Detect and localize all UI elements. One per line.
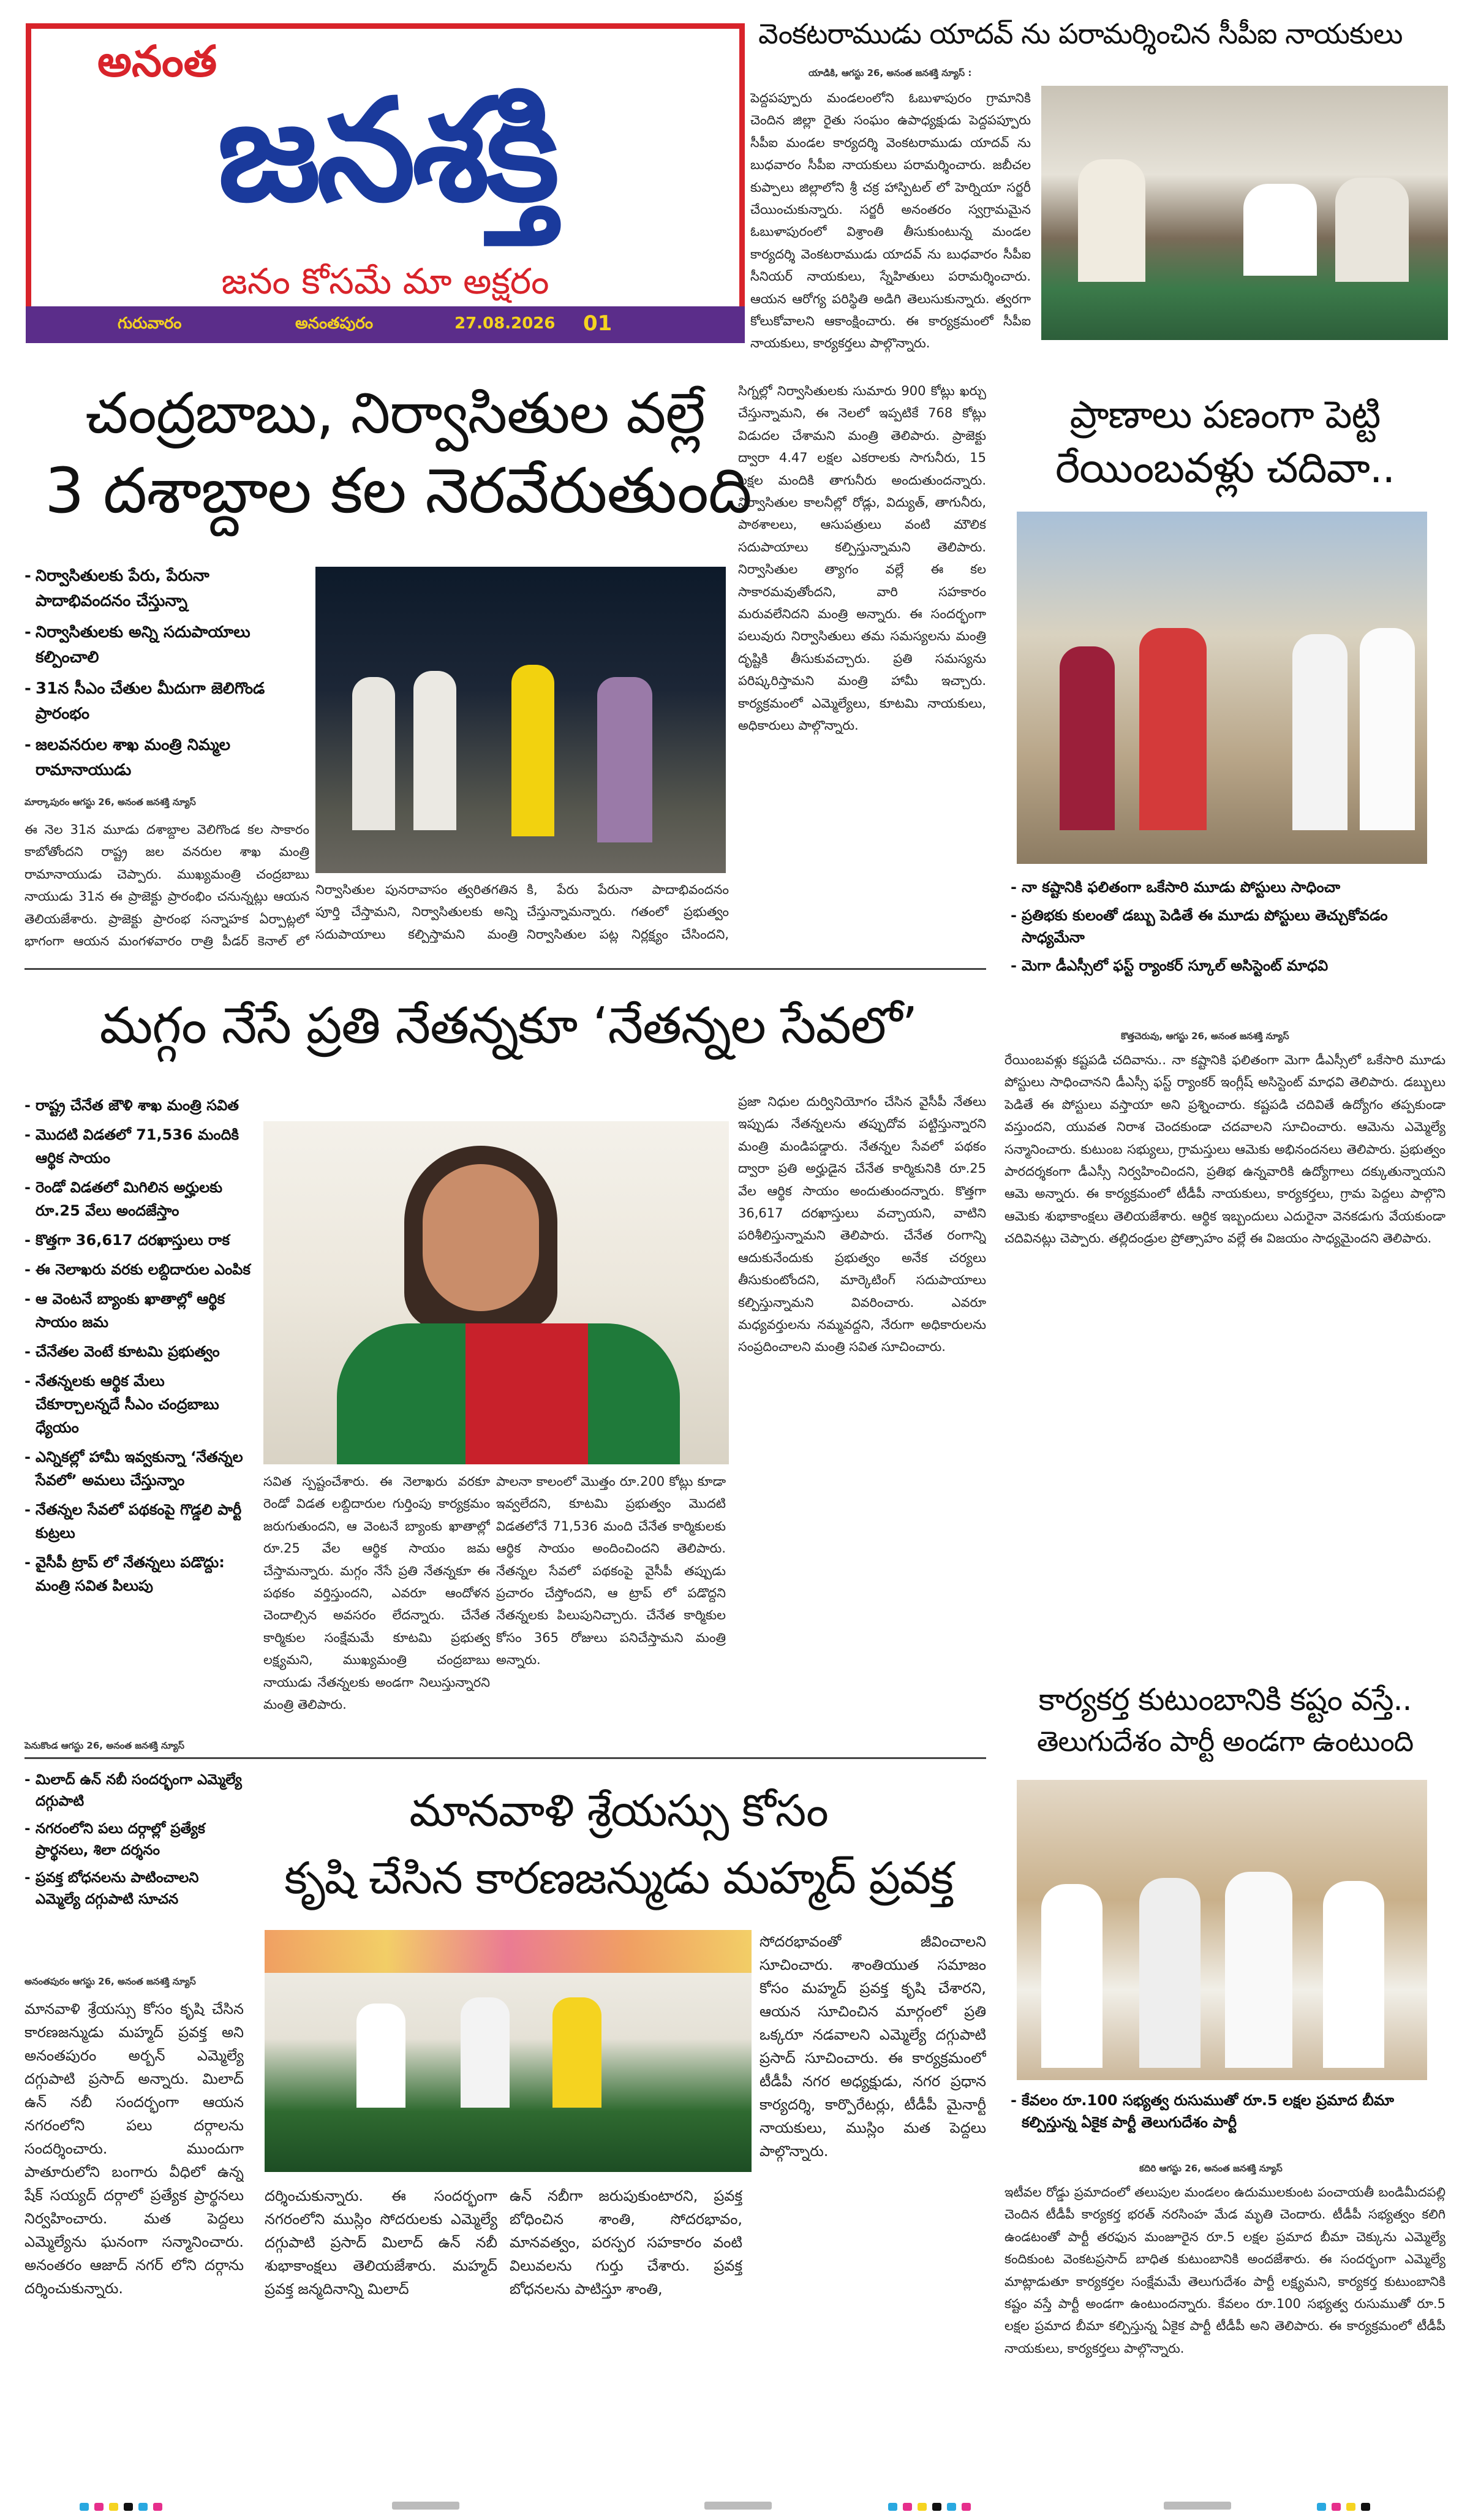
lead-headline-1: చంద్రబాబు, నిర్వాసితుల వల్లే: [85, 380, 705, 446]
right1-bullet: - మెగా డీఎస్సీలో ఫస్ట్ ర్యాంకర్ స్కూల్ అసిస్టెంట్ మాధవి: [1011, 955, 1439, 977]
right1-dateline: కొత్తచెరువు, ఆగస్టు 26, అనంత జనశక్తి న్యూస్: [1121, 1031, 1289, 1042]
top-story-body: పెద్దపప్పూరు మండలంలోని ఓబుళాపురం గ్రామానికి చెందిన జిల్లా రైతు సంఘం ఉపాధ్యక్షుడు పెద్దపప్పూరు సీపీఐ మండల కార్యదర్శి వెంకటరాముడు యాదవ్ ను బుధవారం సీపీఐ నాయకులు పరామర్శించారు. జబీచల కుప్పాలు జిల్లాలోని శ్రీ చక్ర హాస్పిటల్ లో హెర్నియా సర్జరీ చేయించుకున్నారు. సర్జరీ అనంతరం స్వగ్రామమైన ఓబుళాపురంలో విశ్రాంతి తీసుకుంటున్న మండల కార్యదర్శి వెంకటరాముడు యాదవ్ ను బుధవారం సీపీఐ సీనియర్ నాయకులు, స్నేహితులు పరామర్శించారు. ఆయన ఆరోగ్య పరిస్థితి అడిగి తెలుసుకున్నారు. త్వరగా కోలుకోవాలని ఆకాంక్షించారు. ఈ కార్యక్రమంలో సీపీఐ నాయకులు, కార్యకర్తలు పాల్గొన్నారు.: [750, 91, 1031, 351]
weavers-bullet: - ఈ నెలాఖరు వరకు లబ్దిదారుల ఎంపిక: [24, 1258, 251, 1281]
weavers-body-3: ప్రజా నిధుల దుర్వినియోగం చేసిన వైసీపీ నేతలు ఇప్పుడు నేతన్నలను తప్పుదోవ పట్టిస్తున్నారని మంత్రి మండిపడ్డారు. నేతన్నల సేవలో పథకం ద్వారా ప్రతి అర్హుడైన చేనేత కార్మికునికి రూ.25 వేల ఆర్థిక సాయం అందుతుందన్నారు. కొత్తగా 36,617 దరఖాస్తులు వచ్చాయని, వాటిని పరిశీలిస్తున్నామని తెలిపారు. చేనేత రంగాన్ని ఆదుకునేందుకు ప్రభుత్వం అనేక చర్యలు తీసుకుంటోందని, మార్కెటింగ్ సదుపాయాలు కల్పిస్తున్నామని వివరించారు. ఎవరూ మధ్యవర్తులను నమ్మవద్దని, నేరుగా అధికారులను సంప్రదించాలని మంత్రి సవిత సూచించారు.: [738, 1094, 986, 1355]
bottom-headline-2: కృషి చేసిన కారణజన్ముడు మహ్మద్ ప్రవక్త: [284, 1852, 953, 1904]
lead-body-2: నిర్వాసితుల పునరావాసం త్వరితగతిన పూర్తి చేస్తామని, నిర్వాసితులకు అన్ని సదుపాయాలు కల్పిస్తామని మంత్రి: [315, 882, 518, 942]
weavers-bullet: - కొత్తగా 36,617 దరఖాస్తులు రాక: [24, 1228, 251, 1252]
lead-dateline: మార్కాపురం ఆగస్టు 26, అనంత జనశక్తి న్యూస్: [24, 796, 196, 808]
weavers-bullet: - మొదటి విడతలో 71,536 మందికి ఆర్థిక సాయం: [24, 1123, 251, 1170]
registration-marks-mid: [888, 2502, 976, 2513]
right2-headline-2: తెలుగుదేశం పార్టీ అండగా ఉంటుంది: [1036, 1725, 1414, 1758]
bottom-bullet: - ప్రవక్త బోధనలను పాటించాలని ఎమ్మెల్యే దగ్గుపాటి సూచన: [24, 1867, 245, 1910]
page-number: 01: [583, 311, 612, 336]
gray-bar-1: [392, 2502, 459, 2510]
weavers-bullets: [24, 1094, 251, 1603]
lead-headline-2: 3 దశాబ్దాల కల నెరవేరుతుంది: [44, 455, 752, 528]
weavers-bullet: - నేతన్నలకు ఆర్థిక మేలు చేకూర్చాలన్నదే సీఎం చంద్రబాబు ధ్యేయం: [24, 1369, 251, 1439]
bottom-body-3: ఉన్ నబీగా జరుపుకుంటారని, ప్రవక్త బోధించిన శాంతి, సోదరభావం, మానవత్వం, పరస్పర సహకారం వంటి విలువలను గుర్తు చేశారు. ప్రవక్త బోధనలను పాటిస్తూ శాంతి,: [510, 2187, 742, 2298]
weavers-rule: [24, 968, 986, 970]
gray-bar-3: [1164, 2502, 1231, 2510]
right1-body: రేయింబవళ్లు కష్టపడి చదివాను.. నా కష్టానికి ఫలితంగా మెగా డీఎస్సీలో ఒకేసారి మూడు పోస్టులు సాధించానని డీఎస్సీ ఫస్ట్ ర్యాంకర్ ఇంగ్లీష్ అసిస్టెంట్ మాధవి తెలిపారు. డబ్బులు పెడితే ఈ పోస్టులు వస్తాయా అని ప్రశ్నించారు. కష్టపడి చదివితే ఉద్యోగం తప్పకుండా వస్తుందని, యువత నిరాశ చెందకుండా చదవాలని సూచించారు. ఆమెను ఎమ్మెల్యే సన్మానించారు. కుటుంబ సభ్యులు, గ్రామస్తులు ఆమెకు అభినందనలు తెలిపారు. ప్రభుత్వం పారదర్శకంగా డీఎస్సీ నిర్వహించిందని, ప్రతిభ ఉన్నవారికి ఉద్యోగాలు దక్కుతున్నాయని ఆమె అన్నారు. ఈ కార్యక్రమంలో టీడీపీ నాయకులు, కార్యకర్తలు, గ్రామ పెద్దలు పాల్గొని ఆమెకు శుభాకాంక్షలు తెలియజేశారు. ఆర్థిక ఇబ్బందులు ఎదురైనా వెనకడుగు వేయకుండా చదివినట్లు చెప్పారు. తల్లిదండ్రుల ప్రోత్సాహం వల్లే ఈ విజయం సాధ్యమైందని తెలిపారు.: [1005, 1053, 1446, 1246]
city-label: అనంతపురం: [295, 314, 374, 333]
right2-photo: [1017, 1780, 1427, 2080]
bottom-photo: [265, 1930, 752, 2172]
lead-bullet: - నిర్వాసితులకు పేరు, పేరునా పాదాభివందనం చేస్తున్నా: [24, 564, 300, 614]
right1-bullet: - నా కష్టానికి ఫలితంగా ఒకేసారి మూడు పోస్టులు సాధించా: [1011, 876, 1439, 898]
right2-headline-1: కార్యకర్త కుటుంబానికి కష్టం వస్తే..: [1038, 1682, 1412, 1717]
weavers-photo: [263, 1121, 729, 1464]
bottom-bullets: [24, 1769, 245, 1916]
weavers-bullet: - వైసీపీ ట్రాప్ లో నేతన్నలు పడొద్దు: మంత్రి సవిత పిలుపు: [24, 1551, 251, 1597]
right2-dateline: కదిరి ఆగస్టు 26, అనంత జనశక్తి న్యూస్: [1139, 2163, 1283, 2174]
right2-body: ఇటీవల రోడ్డు ప్రమాదంలో తలుపుల మండలం ఉదుములకుంట పంచాయతీ బండిమీదపల్లి చెందిన టీడీపీ కార్యకర్త భరత్ నరసింహ మేడ మృతి చెందారు. టీడీపీ సభ్యత్వం కలిగి ఉండటంతో పార్టీ తరఫున మంజూరైన రూ.5 లక్షల ప్రమాద బీమా చెక్కును ఎమ్మెల్యే కందికుంట వెంకటప్రసాద్ బాధిత కుటుంబానికి అందజేశారు. ఈ సందర్భంగా ఎమ్మెల్యే మాట్లాడుతూ కార్యకర్తల సంక్షేమమే తెలుగుదేశం పార్టీ లక్ష్యమని, కార్యకర్త కుటుంబానికి కష్టం వస్తే పార్టీ అండగా ఉంటుందన్నారు. కేవలం రూ.100 సభ్యత్వ రుసుముతో రూ.5 లక్షల ప్రమాద బీమా కల్పిస్తున్న ఏకైక పార్టీ టీడీపీ అని తెలిపారు. ఈ కార్యక్రమంలో టీడీపీ నాయకులు, కార్యకర్తలు పాల్గొన్నారు.: [1005, 2185, 1446, 2356]
weavers-bullet: - నేతన్నల సేవలో పథకంపై గొడ్డలి పార్టీ కుట్రలు: [24, 1498, 251, 1545]
weavers-headline: మగ్గం నేసే ప్రతి నేతన్నకూ ‘నేతన్నల సేవలో’: [99, 997, 918, 1055]
right2-bullets: [1011, 2089, 1439, 2140]
bottom-body-2: దర్శించుకున్నారు. ఈ సందర్భంగా నగరంలోని ముస్లిం సోదరులకు ఎమ్మెల్యే దగ్గుపాటి ప్రసాద్ మిలాద్ ఉన్ నబీ శుభాకాంక్షలు తెలియజేశారు. మహ్మద్ ప్రవక్త జన్మదినాన్ని మిలాద్: [265, 2187, 497, 2298]
bottom-headline-1: మానవాళి శ్రేయస్సు కోసం: [409, 1785, 828, 1836]
masthead: [26, 23, 745, 343]
lead-body-4: సిగ్నల్లో నిర్వాసితులకు సుమారు 900 కోట్లు ఖర్చు చేస్తున్నామని, ఈ నెలలో ఇప్పటికే 768 కోట్లు విడుదల చేశామని మంత్రి తెలిపారు. ప్రాజెక్టు ద్వారా 4.47 లక్షల ఎకరాలకు సాగునీరు, 15 లక్షల మందికి తాగునీరు అందుతుందన్నారు. నిర్వాసితుల కాలనీల్లో రోడ్లు, విద్యుత్, తాగునీరు, పాఠశాలలు, ఆసుపత్రులు వంటి మౌలిక సదుపాయాలు కల్పిస్తున్నామని తెలిపారు. నిర్వాసితుల త్యాగం వల్లే ఈ కల సాకారమవుతోందని, వారి సహకారం మరువలేనిదని మంత్రి అన్నారు. ఈ సందర్భంగా పలువురు నిర్వాసితులు తమ సమస్యలను మంత్రి దృష్టికి తీసుకువచ్చారు. ప్రతి సమస్యను పరిష్కరిస్తామని మంత్రి హామీ ఇచ్చారు. కార్యక్రమంలో ఎమ్మెల్యేలు, కూటమి నాయకులు, అధికారులు పాల్గొన్నారు.: [738, 384, 986, 733]
bottom-rule: [24, 1757, 986, 1759]
bottom-body-1: మానవాళి శ్రేయస్సు కోసం కృషి చేసిన కారణజన్ముడు మహ్మద్ ప్రవక్త అని అనంతపురం అర్బన్ ఎమ్మెల్యే దగ్గుపాటి ప్రసాద్ అన్నారు. మిలాద్ ఉన్ నబీ సందర్భంగా ఆయన నగరంలోని పలు దర్గాలను సందర్శించారు. ముందుగా పాతూరులోని బంగారు వీధిలో ఉన్న షేక్ సయ్యద్ దర్గాలో ప్రత్యేక ప్రార్థనలు నిర్వహించారు. మత పెద్దలు ఎమ్మెల్యేను ఘనంగా సన్మానించారు. అనంతరం ఆజాద్ నగర్ లోని దర్గాను దర్శించుకున్నారు.: [24, 2000, 244, 2297]
brand-small: అనంత: [97, 36, 217, 86]
gray-bar-2: [704, 2502, 772, 2510]
right2-bullet: - కేవలం రూ.100 సభ్యత్వ రుసుముతో రూ.5 లక్షల ప్రమాద బీమా కల్పిస్తున్న ఏకైక పార్టీ తెలుగుదేశం పార్టీ: [1011, 2089, 1439, 2133]
weavers-bullet: - ఎన్నికల్లో హామీ ఇవ్వకున్నా ‘నేతన్నల సేవలో’ అమలు చేస్తున్నాం: [24, 1445, 251, 1492]
lead-bullet: - నిర్వాసితులకు అన్ని సదుపాయాలు కల్పించాలి: [24, 620, 300, 670]
right1-bullet: - ప్రతిభకు కులంతో డబ్బు పెడితే ఈ మూడు పోస్టులు తెచ్చుకోవడం సాధ్యమేనా: [1011, 904, 1439, 948]
weavers-bullet: - రెండో విడతలో మిగిలిన అర్హులకు రూ.25 వేలు అందజేస్తాం: [24, 1176, 251, 1222]
weavers-body-1: సవిత స్పష్టంచేశారు. ఈ నెలాఖరు వరకూ రెండో విడత లబ్దిదారుల గుర్తింపు కార్యక్రమం జరుగుతుందని, ఆ వెంటనే బ్యాంకు ఖాతాల్లో రూ.25 వేల ఆర్థిక సాయం జమ చేస్తామన్నారు. మగ్గం నేసే ప్రతి నేతన్నకూ ఈ పథకం వర్తిస్తుందని, ఎవరూ ఆందోళన చెందాల్సిన అవసరం లేదన్నారు. చేనేత కార్మికుల సంక్షేమమే కూటమి ప్రభుత్వ లక్ష్యమని, ముఖ్యమంత్రి చంద్రబాబు నాయుడు నేతన్నలకు అండగా నిలుస్తున్నారని మంత్రి తెలిపారు.: [263, 1474, 490, 1712]
bottom-bullet: - నగరంలోని పలు దర్గాల్లో ప్రత్యేక ప్రార్థనలు, శిలా దర్శనం: [24, 1818, 245, 1861]
weavers-bullet: - ఆ వెంటనే బ్యాంకు ఖాతాల్లో ఆర్థిక సాయం జమ: [24, 1287, 251, 1334]
date-label: 27.08.2026: [454, 314, 556, 333]
top-story-photo: [1041, 86, 1448, 340]
registration-marks-left: [80, 2502, 168, 2513]
right1-headline-1: ప్రాణాలు పణంగా పెట్టి: [1069, 392, 1381, 437]
bottom-body-4: సోదరభావంతో జీవించాలని సూచించారు. శాంతియుత సమాజం కోసం మహ్మద్ ప్రవక్త కృషి చేశారని, ఆయన సూచించిన మార్గంలో ప్రతి ఒక్కరూ నడవాలని ఎమ్మెల్యే దగ్గుపాటి ప్రసాద్ సూచించారు. ఈ కార్యక్రమంలో టీడీపీ నగర అధ్యక్షుడు, నగర ప్రధాన కార్యదర్శి, కార్పొరేటర్లు, టీడీపీ మైనార్టీ నాయకులు, ముస్లిం మత పెద్దలు పాల్గొన్నారు.: [760, 1933, 986, 2160]
bottom-dateline: అనంతపురం ఆగస్టు 26, అనంత జనశక్తి న్యూస్: [24, 1976, 196, 1987]
date-band: [26, 306, 745, 343]
weavers-bullet: - చేనేతల వెంటే కూటమి ప్రభుత్వం: [24, 1340, 251, 1363]
tagline: జనం కోసమే మా అక్షరం: [221, 260, 549, 302]
brand-logo: జనశక్తి: [217, 69, 556, 233]
lead-photo: [315, 567, 726, 873]
top-story-dateline: యాడికి, ఆగస్టు 26, అనంత జనశక్తి న్యూస్ :: [809, 67, 972, 78]
lead-bullet: - జలవనరుల శాఖ మంత్రి నిమ్మల రామానాయుడు: [24, 733, 300, 783]
top-story-headline: వెంకటరాముడు యాదవ్ ను పరామర్శించిన సీపీఐ నాయకులు: [758, 17, 1403, 50]
right1-bullets: [1011, 876, 1439, 983]
lead-bullets: [24, 564, 300, 789]
weavers-body-2: పాలనా కాలంలో మొత్తం రూ.200 కోట్లు కూడా ఇవ్వలేదని, కూటమి ప్రభుత్వం మొదటి విడతలోనే 71,536 మంది చేనేత కార్మికులకు ఆర్థిక సాయం అందించిందని తెలిపారు. నేతన్నల సేవలో పథకంపై వైసీపీ తప్పుడు ప్రచారం చేస్తోందని, ఆ ట్రాప్ లో పడొద్దని నేతన్నలకు పిలుపునిచ్చారు. చేనేత కార్మికుల కోసం 365 రోజులు పనిచేస్తామని మంత్రి అన్నారు.: [496, 1474, 726, 1668]
lead-body-3: కి, పేరు పేరునా పాదాభివందనం చేస్తున్నామన్నారు. గతంలో ప్రభుత్వం నిర్వాసితుల పట్ల నిర్లక్ష్యం చేసిందని,: [527, 882, 729, 942]
day-label: గురువారం: [118, 314, 182, 333]
right1-headline-2: రేయింబవళ్లు చదివా..: [1055, 444, 1395, 493]
registration-marks-right: [1317, 2502, 1376, 2513]
right1-photo: [1017, 512, 1427, 864]
weavers-bullet: - రాష్ట్ర చేనేత జౌళి శాఖ మంత్రి సవిత: [24, 1094, 251, 1117]
lead-bullet: - 31న సీఎం చేతుల మీదుగా జెలిగొండ ప్రారంభం: [24, 676, 300, 727]
weavers-dateline: పెనుకొండ ఆగస్టు 26, అనంత జనశక్తి న్యూస్: [24, 1740, 184, 1751]
bottom-bullet: - మిలాద్ ఉన్ నబీ సందర్భంగా ఎమ్మెల్యే దగ్గుపాటి: [24, 1769, 245, 1812]
lead-body-1: ఈ నెల 31న మూడు దశాబ్దాల వెలిగొండ కల సాకారం కాబోతోందని రాష్ట్ర జల వనరుల శాఖ మంత్రి రామానాయుడు చెప్పారు. ముఖ్యమంత్రి చంద్రబాబు నాయుడు 31న ఈ ప్రాజెక్టు ప్రారంభిం చనున్నట్లు ఆయన తెలియజేశారు. ప్రాజెక్టు ప్రారంభ సన్నాహక ఏర్పాట్లలో భాగంగా ఆయన మంగళవారం రాత్రి పీడర్ కెనాల్ లో: [24, 822, 309, 949]
